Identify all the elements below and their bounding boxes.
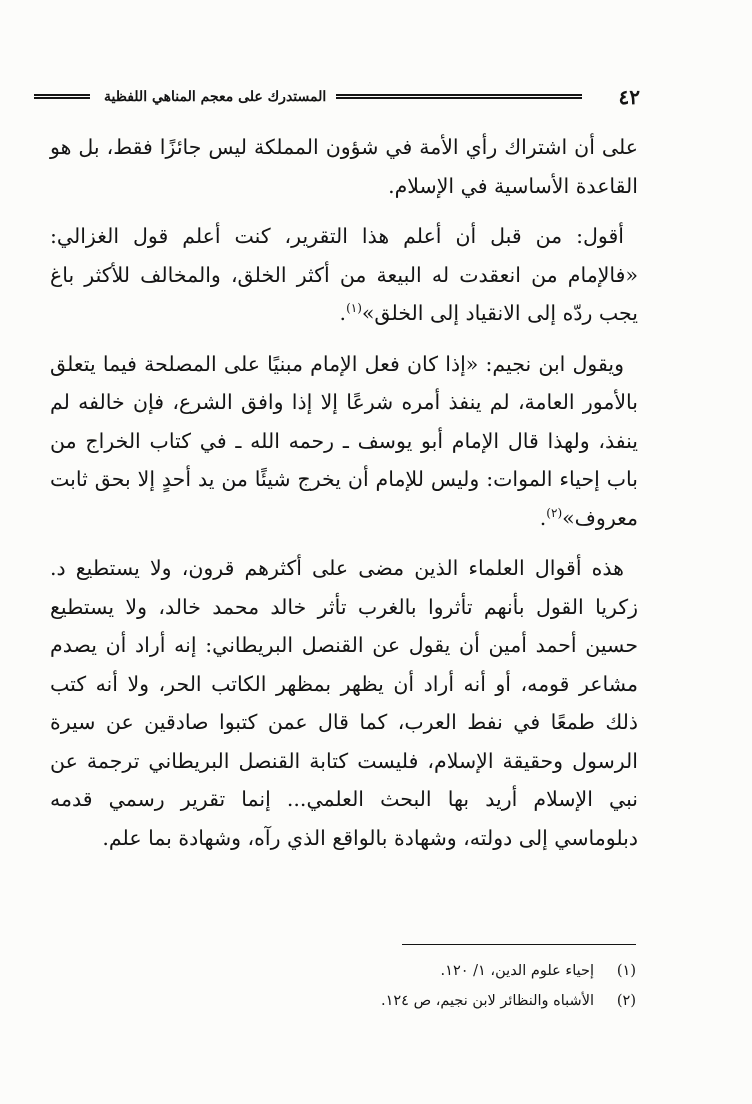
paragraph-1 bbox=[50, 128, 638, 205]
running-title: المستدرك على معجم المناهي اللفظية bbox=[104, 89, 327, 105]
footnotes bbox=[260, 956, 636, 1016]
paragraph-4-text: هذه أقوال العلماء الذين مضى على أكثرهم قرون، ولا يستطيع د. زكريا القول بأنهم تأثروا بالغرب تأثر خالد محمد خالد، ولا يستطيع حسين أحمد أمين أن يقول عن القنصل البريطاني: إنه أراد أن يصدم مشاعر قومه، أو أنه أراد أن يظهر بمظهر الكاتب الحر، ولا أنه كتب ذلك طمعًا في نفط العرب، كما قال عمن كتبوا صادقين عن سيرة الرسول وحقيقة الإسلام، فليست كتابة القنصل البريطاني ترجمة عن نبي الإسلام أريد بها البحث العلمي... إنما تقرير رسمي قدمه دبلوماسي إلى دولته، وشهادة بالواقع الذي رآه، وشهادة بما علم. bbox=[50, 556, 638, 850]
page-number: ٤٢ bbox=[618, 85, 640, 109]
header-rule bbox=[336, 94, 582, 99]
paragraph-3-text: ويقول ابن نجيم: «إذا كان فعل الإمام مبنيًا على المصلحة فيما يتعلق بالأمور العامة، لم ينفذ أمره شرعًا إلا إذا وافق الشرع، فإن خالفه لم ينفذ، ولهذا قال الإمام أبو يوسف ـ رحمه الله ـ في كتاب الخراج من باب إحياء الموات: وليس للإمام أن يخرج شيئًا من يد أحدٍ إلا بحق ثابت معروف» bbox=[50, 351, 639, 530]
main-text bbox=[50, 128, 638, 869]
header-rule-end bbox=[34, 94, 90, 99]
footnote-ref-2[interactable]: (٢) bbox=[546, 505, 563, 520]
footnote-2 bbox=[260, 986, 636, 1016]
paragraph-3: ويقول ابن نجيم: «إذا كان فعل الإمام مبنيًا على المصلحة فيما يتعلق بالأمور العامة، لم ينفذ أمره شرعًا إلا إذا وافق الشرع، فإن خالفه لم ينفذ، ولهذا قال الإمام أبو يوسف ـ رحمه الله ـ في كتاب الخراج من باب إحياء الموات: وليس للإمام أن يخرج شيئًا من يد أحدٍ إلا بحق ثابت معروف»$^{(٢)}$. bbox=[50, 351, 639, 530]
paragraph-1-text: على أن اشتراك رأي الأمة في شؤون المملكة ليس جائزًا فقط، بل هو القاعدة الأساسية في الإسلام. bbox=[50, 135, 638, 198]
footnote-1 bbox=[260, 956, 636, 986]
footnote-number: (٢) bbox=[616, 993, 636, 1009]
footnote-text: إحياء علوم الدين، ١/ ١٢٠. bbox=[440, 963, 594, 979]
footnote-text: الأشباه والنظائر لابن نجيم، ص ١٢٤. bbox=[380, 993, 594, 1009]
footnote-number: (١) bbox=[616, 963, 636, 979]
paragraph-2: أقول: من قبل أن أعلم هذا التقرير، كنت أعلم قول الغزالي: «فالإمام من انعقدت له البيعة من أكثر الخلق، والمخالف للأكثر باغ يجب ردّه إلى الانقياد إلى الخلق»$^{(١)}$. bbox=[50, 224, 638, 325]
page-header bbox=[34, 84, 640, 110]
footnote-separator bbox=[402, 944, 636, 945]
paragraph-4 bbox=[50, 549, 638, 857]
paragraph-2-text: أقول: من قبل أن أعلم هذا التقرير، كنت أعلم قول الغزالي: «فالإمام من انعقدت له البيعة من أكثر الخلق، والمخالف للأكثر باغ يجب ردّه إلى الانقياد إلى الخلق» bbox=[50, 224, 638, 325]
footnote-ref-1[interactable]: (١) bbox=[346, 301, 362, 316]
